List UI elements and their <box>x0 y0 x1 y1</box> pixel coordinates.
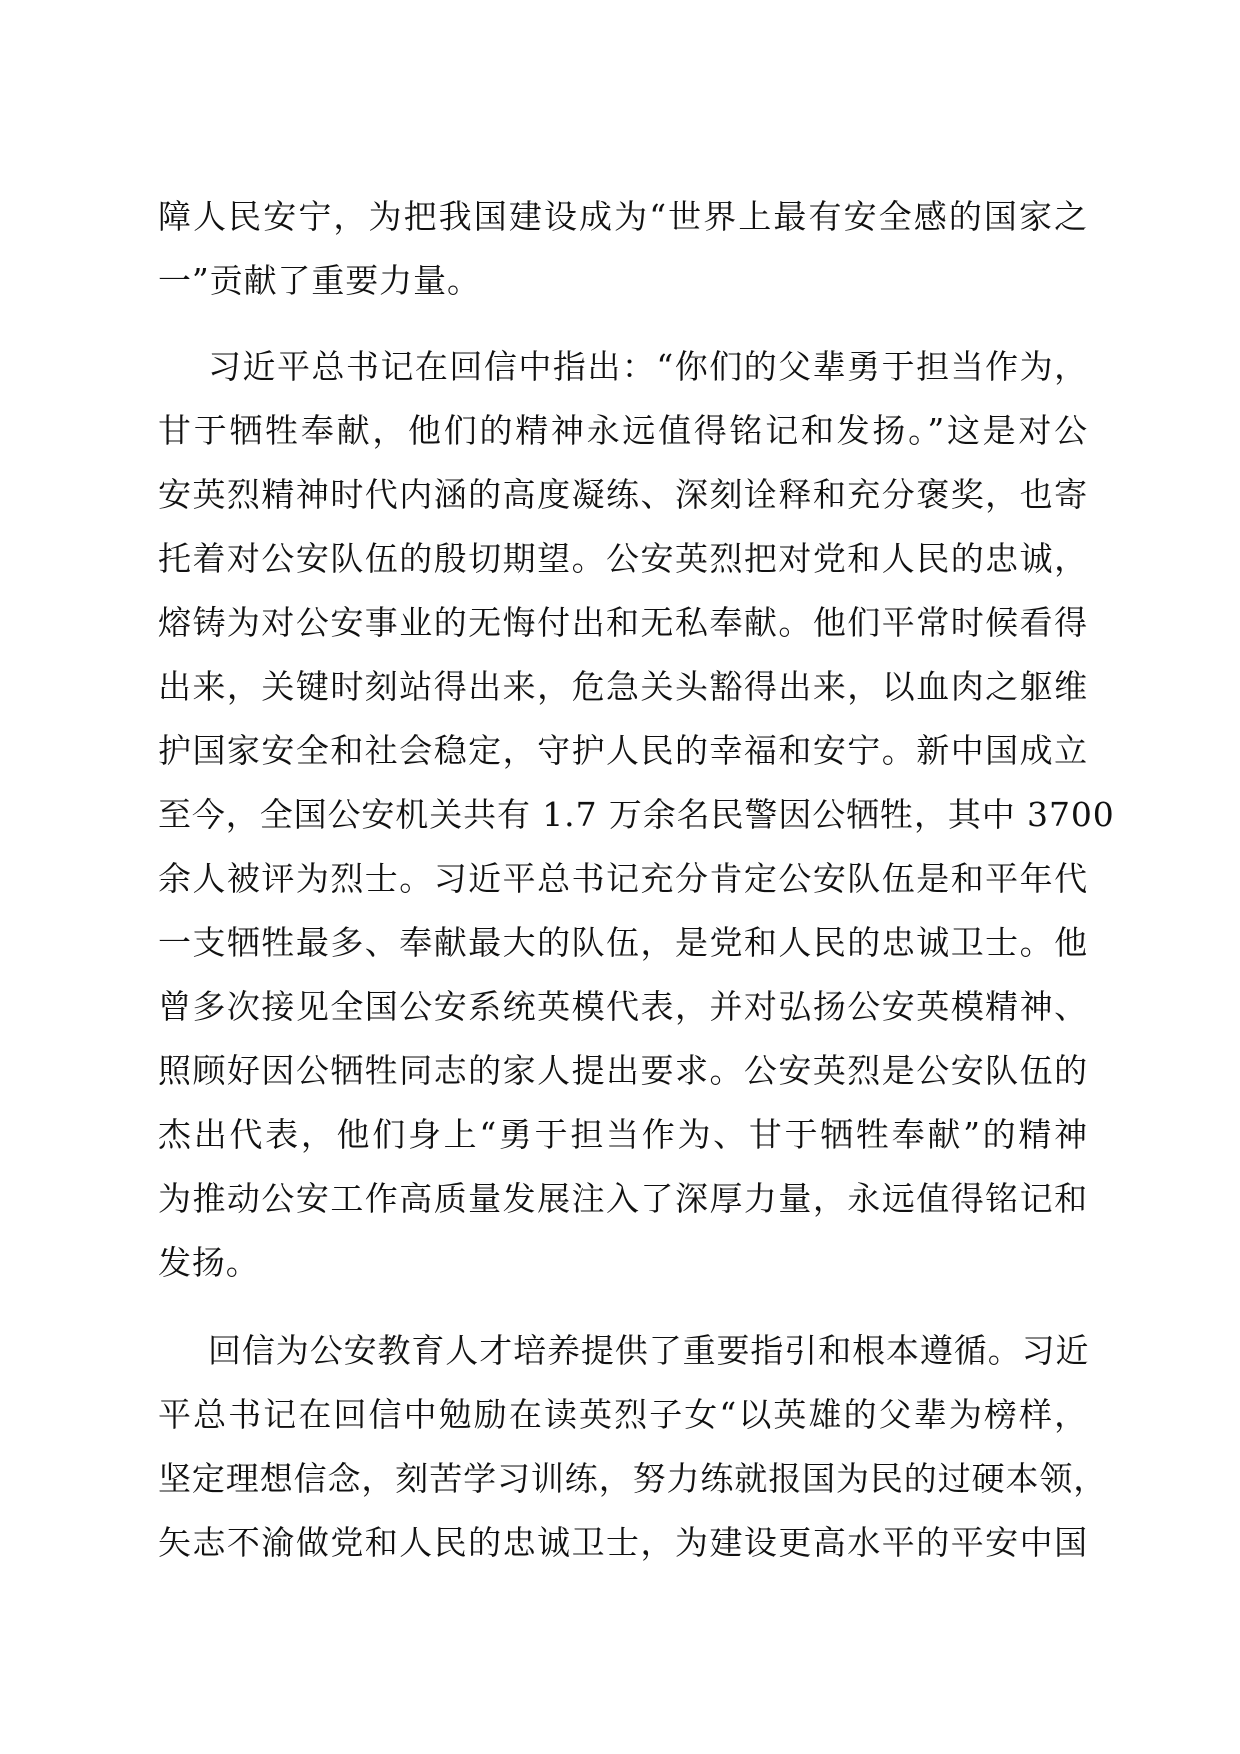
text-line: 至今，全国公安机关共有 1.7 万余名民警因公牺牲，其中 3700 <box>158 795 1115 834</box>
text-line: 余人被评为烈士。习近平总书记充分肯定公安队伍是和平年代 <box>158 859 1088 898</box>
text-line: 一支牺牲最多、奉献最大的队伍，是党和人民的忠诚卫士。他 <box>158 923 1088 962</box>
text-line: 一”贡献了重要力量。 <box>158 261 481 300</box>
paragraph-police-martyrs-spirit <box>158 335 1115 1295</box>
text-line: 矢志不渝做党和人民的忠诚卫士，为建设更高水平的平安中国 <box>158 1523 1088 1562</box>
text-line: 回信为公安教育人才培养提供了重要指引和根本遵循。习近 <box>208 1331 1090 1370</box>
text-line: 杰出代表，他们身上“勇于担当作为、甘于牺牲奉献”的精神 <box>158 1115 1088 1154</box>
text-line: 护国家安全和社会稳定，守护人民的幸福和安宁。新中国成立 <box>158 731 1088 770</box>
text-line: 照顾好因公牺牲同志的家人提出要求。公安英烈是公安队伍的 <box>158 1051 1088 1090</box>
paragraph-education-guidance <box>158 1319 1108 1575</box>
text-line: 为推动公安工作高质量发展注入了深厚力量，永远值得铭记和 <box>158 1179 1088 1218</box>
text-line: 曾多次接见全国公安系统英模代表，并对弘扬公安英模精神、 <box>158 987 1088 1026</box>
text-line: 安英烈精神时代内涵的高度凝练、深刻诠释和充分褒奖，也寄 <box>158 475 1088 514</box>
paragraph-continuation <box>158 185 1088 313</box>
text-line: 熔铸为对公安事业的无悔付出和无私奉献。他们平常时候看得 <box>158 603 1088 642</box>
text-line: 出来，关键时刻站得出来，危急关头豁得出来，以血肉之躯维 <box>158 667 1088 706</box>
text-line: 发扬。 <box>158 1243 260 1282</box>
text-line: 平总书记在回信中勉励在读英烈子女“以英雄的父辈为榜样， <box>158 1395 1088 1434</box>
text-line: 障人民安宁，为把我国建设成为“世界上最有安全感的国家之 <box>158 197 1088 236</box>
text-line: 习近平总书记在回信中指出：“你们的父辈勇于担当作为， <box>208 347 1088 386</box>
text-line: 坚定理想信念，刻苦学习训练，努力练就报国为民的过硬本领， <box>158 1459 1108 1498</box>
text-line: 甘于牺牲奉献，他们的精神永远值得铭记和发扬。”这是对公 <box>158 411 1088 450</box>
text-line: 托着对公安队伍的殷切期望。公安英烈把对党和人民的忠诚， <box>158 539 1088 578</box>
